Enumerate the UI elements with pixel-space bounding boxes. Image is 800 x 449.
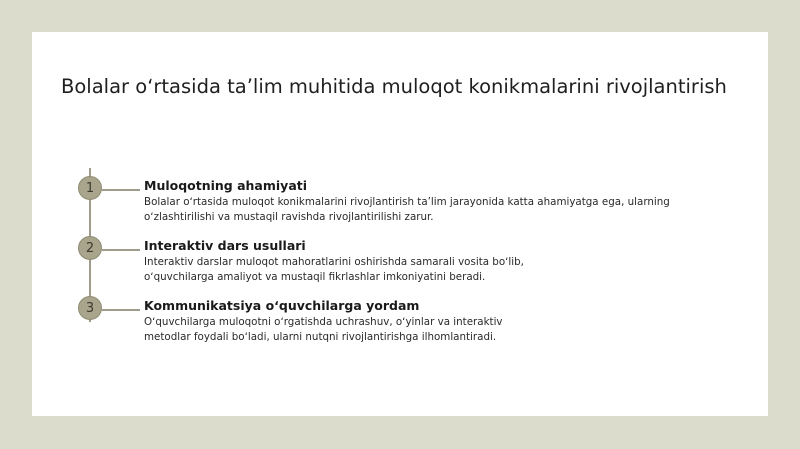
step-heading: Kommunikatsiya oʻquvchilarga yordam xyxy=(144,298,420,313)
step-number-badge: 3 xyxy=(78,296,102,320)
step-description-line: Oʻquvchilarga muloqotni oʻrgatishda uchrashuv, oʻyinlar va interaktiv xyxy=(144,316,503,328)
step-description-line: oʻquvchilarga amaliyot va mustaqil fikrlashlar imkoniyatini beradi. xyxy=(144,271,486,283)
step-number-badge: 2 xyxy=(78,236,102,260)
step-description xyxy=(144,195,724,225)
step-heading: Interaktiv dars usullari xyxy=(144,238,306,253)
step-description xyxy=(144,315,724,345)
timeline-step xyxy=(32,231,768,291)
slide-title: Bolalar oʻrtasida taʼlim muhitida muloqot konikmalarini rivojlantirish xyxy=(61,75,727,98)
step-description xyxy=(144,255,724,285)
step-description-line: Bolalar oʻrtasida muloqot konikmalarini rivojlantirish taʼlim jarayonida katta ahamiyatga ega, ularning xyxy=(144,196,670,208)
step-number-badge: 1 xyxy=(78,176,102,200)
timeline-step xyxy=(32,291,768,351)
step-connector xyxy=(102,249,140,251)
slide xyxy=(32,32,768,416)
timeline-step xyxy=(32,171,768,231)
step-description-line: Interaktiv darslar muloqot mahoratlarini oshirishda samarali vosita boʻlib, xyxy=(144,256,524,268)
step-connector xyxy=(102,309,140,311)
step-description-line: metodlar foydali boʻladi, ularni nutqni rivojlantirishga ilhomlantiradi. xyxy=(144,331,497,343)
step-description-line: oʻzlashtirilishi va mustaqil ravishda rivojlantirilishi zarur. xyxy=(144,211,434,223)
step-heading: Muloqotning ahamiyati xyxy=(144,178,308,193)
step-connector xyxy=(102,189,140,191)
